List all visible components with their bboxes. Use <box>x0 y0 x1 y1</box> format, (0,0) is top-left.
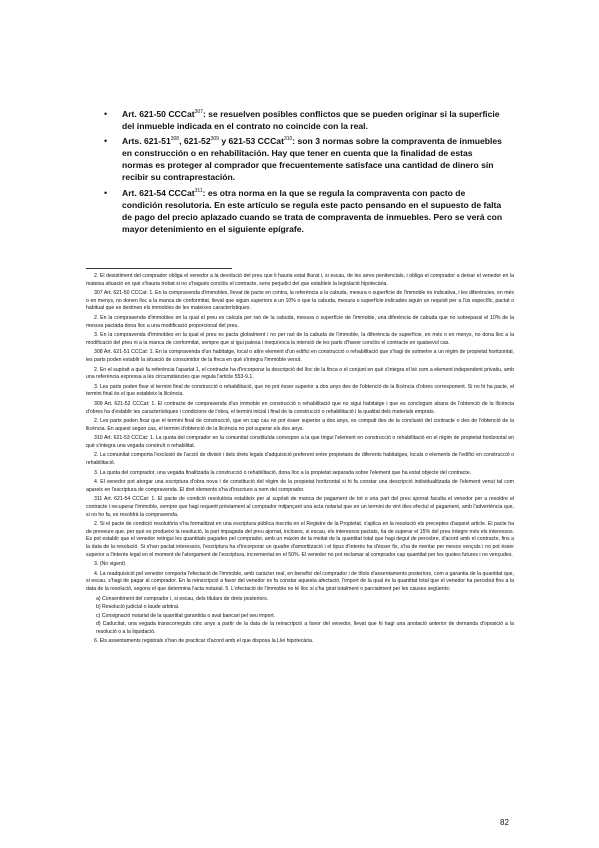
footnote-307: 307 Art. 621-50 CCCat: 1. En la compravenda d'immobles, llevat de pacte en contra, la referència a la cabuda, mesura o superfície de l'immoble és indicativa, i les diferències, en més o en menys, no donen lloc a la manca de conformitat, llevat que siguin superiors a un 10% o que la cabuda, mesura o superfície indicades siguin un requisit per a l'ús específic, pactat o habitual que es destinen els immobles de les mateixes característiques. <box>86 290 514 312</box>
footnote-308: 308 Art. 621-51 CCCat: 1. En la compravenda d'un habitatge, local o altre element d'un edifici en construcció o rehabilitació que s'hagi de sotmetre a un règim de propietat horitzontal, les parts poden establir la situació de consumidor de la finca en què s'integra l'immoble venut. <box>86 349 514 363</box>
footnote-311: 311 Art. 621-54 CCCat: 1. El pacte de condició resolutòria estableix per al supòsit de manca de pagament de tot o una part del preu ajornat faculta el venedor per a resoldre el contracte i recuperar l'immoble, sempre que hagi requerit prèviament al comprador mitjançant una acta notarial que en un termini de vint dies efectuï el pagament, amb l'advertència que, si no ho fa, es resoldrà la compravenda. <box>86 496 514 518</box>
bullet-list <box>104 108 504 238</box>
footnote-309: 309 Art. 621-52 CCCat: 1. El contracte de compravenda d'un immoble en construcció o rehabilitació que no sigui habitatge i que es concloguin abans de l'obtenció de la llicència d'obres ha d'establir les característiques i condicions de l'obra, el termini inicial i final de la construcció o rehabilitació i la qualitat dels materials emprats. <box>86 400 514 415</box>
footnote-ref-310[interactable]: 310 <box>283 136 293 143</box>
footnote-paragraph: 4. El venedor pot atorgar una escriptura d'obra nova i de constitució del règim de la propietat horitzontal si hi fa constar una descripció individualitzada de l'element venut tal com apareix en l'escriptura de compravenda. El dret elements s'ha d'inscriure a nom del comprador. <box>86 479 514 493</box>
footnote-paragraph: 2. El desistiment del comprador obliga el venedor a la devolució del preu que li hauria estat lliurat i, si escau, de les arres penitencials, i obliga el comprador a deixar el venedor en la mateixa situació en què s'hauria trobat si no s'hagués conclòs el contracte, sens perjudici del que estableix la legislació hipotecària. <box>86 273 514 287</box>
footnote-paragraph: 4. La readquisició pel venedor comporta l'efectació de l'immoble, amb caràcter real, en benefici del comprador i de títols d'assentaments posteriors, com a garantia de la quantitat que, si escau, s'hagi de pagar al comprador. En la reinscripció a favor del venedor es fa constar aquesta afectació, l'import de la qual és la quantitat total que el venedor ha percebut fins a la data de la resolució, segons el que determina l'acta notarial. 5. L'efectació de l'immoble no té lloc si s'ha girat totalment o parcialment per les causes següents: <box>86 570 514 592</box>
footnote-paragraph: 2. En la compravenda d'immobles en la qual el preu es calcula per raó de la cabuda, mesura o superfície de l'immoble, una diferència de cabuda que no sobrepassi el 10% de la mesura pactada dona lloc a una modificació proporcional del preu. <box>86 314 514 329</box>
footnote-paragraph: 3. La quota del comprador, una vegada finalitzada la construcció o rehabilitació, dona lloc a la propietat separada sobre l'element que ha estat objecte del contracte. <box>94 469 472 476</box>
footnote-paragraph: 6. Els assentaments registrals s'han de practicar d'acord amb el que disposa la Llei hipotecària. <box>94 637 314 644</box>
footnote-ref-311[interactable]: 311 <box>194 187 203 194</box>
article-ref-mid: y 621-53 CCCat <box>218 136 284 147</box>
footnote-paragraph: 3. (No vigent) <box>94 561 126 568</box>
footnote-paragraph: 3. Les parts poden fixar el termini final de construcció o rehabilitació, que no pot ésser superior a dos anys des de l'obtenció de la llicència d'obres corresponent. Si no hi ha pacte, el termini final és el que estableix la llicència. <box>86 383 514 398</box>
article-ref: Arts. 621-51 <box>122 136 171 147</box>
article-ref: Art. 621-54 CCCat <box>122 187 195 198</box>
bullet-text: : se resuelven posibles conflictos que se pueden originar si la superficie del inmueble indicada en el contrato no coincide con la real. <box>122 109 500 132</box>
bullet-item-art-621-51-53 <box>104 135 504 183</box>
footnote-subitem: a) Consentiment del comprador i, si escau, dels titulars de drets posteriors. <box>96 595 269 602</box>
bullet-item-art-621-50 <box>104 108 504 132</box>
article-ref: Art. 621-50 CCCat <box>122 109 195 119</box>
footnote-310: 310 Art. 621-53 CCCat: 1. La quota del comprador en la comunitat constituïda correspon a la que tingui l'element en construcció o rehabilitació en el règim de propietat horitzontal en què s'integra una vegada construït o rehabilitat. <box>86 435 514 449</box>
footnote-paragraph: 2. Si el pacte de condició resolutòria s'ha formalitzat en una escriptura pública inscrita en el Registre de la Propietat, s'aplica en la resolució els preceptes d'aquest article. El pacte ha de preveure que, per què es produeixi la resolució, la part impagada del preu ajornat, inclosos, si escau, els interessos pactats, ha de superar el 15% del preu íntegre més els interessos. Es pot establir que el venedor retingui les quantitats pagades pel comprador, amb un màxim de la meitat de la quantitat total que hagi degut de percebre, d'acord amb el contracte, fins a la data de la resolució. Si s'han pactat interessos, l'escriptura ha d'incorporar un quadre d'amortització i el tipus d'interès ha d'ésser fix, s'ha de meritar per mesos vençuts i no pot ésser superior a l'interès legal en el moment de l'atorgament de l'escriptura, incrementat en el 50%. El venedor no pot reclamar al comprador cap quantitat per les quotes futures i no vençudes. <box>86 521 514 558</box>
footnote-ref-307[interactable]: 307 <box>194 109 203 116</box>
footnote-subitem: c) Consignació notarial de la quantitat garantida o aval bancari pel seu import. <box>96 612 276 619</box>
article-ref-mid: , 621-52 <box>179 136 211 147</box>
bullet-text: : es otra norma en la que se regula la compraventa con pacto de condición resolutoria. En este artículo se regula este pacto pensando en el supuesto de falta de pago del precio aplazado cuando se trata de compraventa de inmuebles. Pero se verá con mayor detenimiento en el siguiente epígrafe. <box>122 187 503 234</box>
footnote-ref-308[interactable]: 308 <box>170 136 180 143</box>
footnote-separator <box>86 268 232 269</box>
page-number: 82 <box>500 818 509 827</box>
footnote-subitem: b) Resolució judicial o laude arbitral. <box>96 604 180 611</box>
footnote-ref-309[interactable]: 309 <box>210 136 219 143</box>
bullet-text: : son 3 normas sobre la compraventa de inmuebles en construcción o en rehabilitación. Hay que tener en cuenta que la finalidad de estas normas es proteger al comprador que frecuentemente satisface una cantidad de dinero sin recibir su contraprestación. <box>122 136 502 183</box>
footnote-paragraph: 2. La comunitat comporta l'exclusió de l'acció de divisió i dels drets legals d'adquisició preferent entre propietaris de diferents habitatges, locals o elements de l'edifici en construcció o rehabilitació. <box>86 452 514 467</box>
footnote-paragraph: 2. En el supòsit a què fa referència l'apartat 1, el contracte ha d'incorporar la descripció del lloc de la finca o el conjunt en què s'integra el bé com a element independent privatiu, amb una referència expressa a les circumstàncies que regula l'article 553-9.1. <box>86 366 514 381</box>
footnote-paragraph: 3. En la compravenda d'immobles en la qual el preu es pacta globalment i no per raó de la cabuda de l'immoble, la diferència de superfície, en més o en menys, no dona lloc a la modificació del preu ni a la manca de conformitat, sempre que si igui palesa i inequívoca la intenció de les parts d'haver conclòs el contracte en qualsevol cas. <box>86 332 514 346</box>
footnote-subitem: d) Caducitat, una vegada transcorreguts cinc anys a partir de la data de la reinscripció a favor del venedor, llevat que hi hagi una anotació anterior de demanda d'oposició a la resolució o a la liquidació. <box>96 621 514 635</box>
bullet-item-art-621-54 <box>104 187 504 235</box>
footnotes <box>86 273 514 647</box>
footnote-paragraph: 2. Les parts poden fixar que el termini final de construcció, que en cap cas no pot ésser superior a dos anys, es computi des de la conclusió del contracte o des de l'obtenció de la llicència. En aquest segon cas, el termini d'obtenció de la llicència no pot superar els dos anys. <box>86 418 514 432</box>
